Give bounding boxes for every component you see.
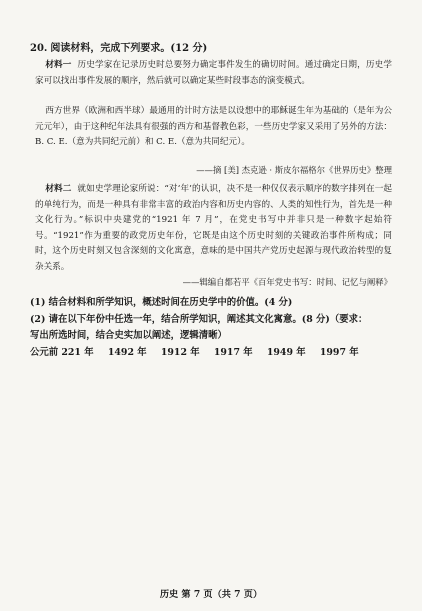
sub-question-1: (1) 结合材料和所学知识，概述时间在历史学中的价值。(4 分) — [30, 297, 293, 308]
material-1-paragraph-2 — [35, 104, 392, 151]
material-1-label: 材料一 — [45, 60, 72, 70]
year-option: 1997 年 — [319, 347, 359, 358]
year-option: 1492 年 — [107, 347, 147, 358]
year-option: 公元前 221 年 — [30, 347, 94, 358]
year-options — [30, 344, 370, 358]
material-2-text: 就如史学理论家所说：“对‘年’的认识，决不是一种仅仅表示顺序的数字排列在一起的单纯行为，而是一种具有非常丰富的政治内容和历史内容的、人类的知性行为，首先是一种文化行为。”标识中央建党的“1921 年 7 月”，在党史书写中并非只是一种数字起始符号。“1921”作为重要的政党历史年份，它既是由这个历史时刻的关键政治事件所构成；同时，这个历史时刻又包含深刻的文化寓意，意味的是中国共产党历史起源与现代政治转型的复杂关系。 — [35, 184, 392, 272]
material-1-text-1: 历史学家在记录历史时总要努力确定事件发生的确切时间。通过确定日期，历史学家可以找出事件发展的顺序，然后就可以确定某些时段事态的演变模式。 — [35, 60, 392, 86]
year-option: 1917 年 — [213, 347, 253, 358]
material-1-text-2: 西方世界（欧洲和西半球）最通用的计时方法是以设想中的耶稣诞生年为基础的（是年为公元元年），由于这种纪年法具有很强的西方和基督教色彩，一些历史学家又采用了另外的方法：B. C. E.（意为共同纪元前）和 C. E.（意为共同纪元）。 — [35, 106, 392, 147]
year-option: 1949 年 — [266, 347, 306, 358]
question-prompt: 阅读材料，完成下列要求。(12 分) — [50, 43, 208, 54]
material-1-paragraph-1 — [35, 58, 392, 89]
year-option: 1912 年 — [160, 347, 200, 358]
material-2-paragraph — [35, 182, 392, 275]
question-number: 20. — [30, 43, 48, 54]
sub-question-2-line-1: (2) 请在以下年份中任选一年，结合所学知识，阐述其文化寓意。(8 分)（要求： — [30, 314, 368, 325]
sub-question-2-line-2: 写出所选时间，结合史实加以阐述，逻辑清晰） — [30, 330, 227, 341]
material-2-source: ——辑编自都若平《百年党史书写：时间、记忆与阐释》 — [182, 277, 392, 287]
material-2-label: 材料二 — [45, 184, 72, 194]
question-header — [30, 39, 207, 54]
material-1-source: ——摘 [美] 杰克逊 · 斯皮尔福格尔《世界历史》整理 — [196, 165, 392, 175]
page-footer: 历史 第 7 页（共 7 页） — [159, 589, 263, 600]
